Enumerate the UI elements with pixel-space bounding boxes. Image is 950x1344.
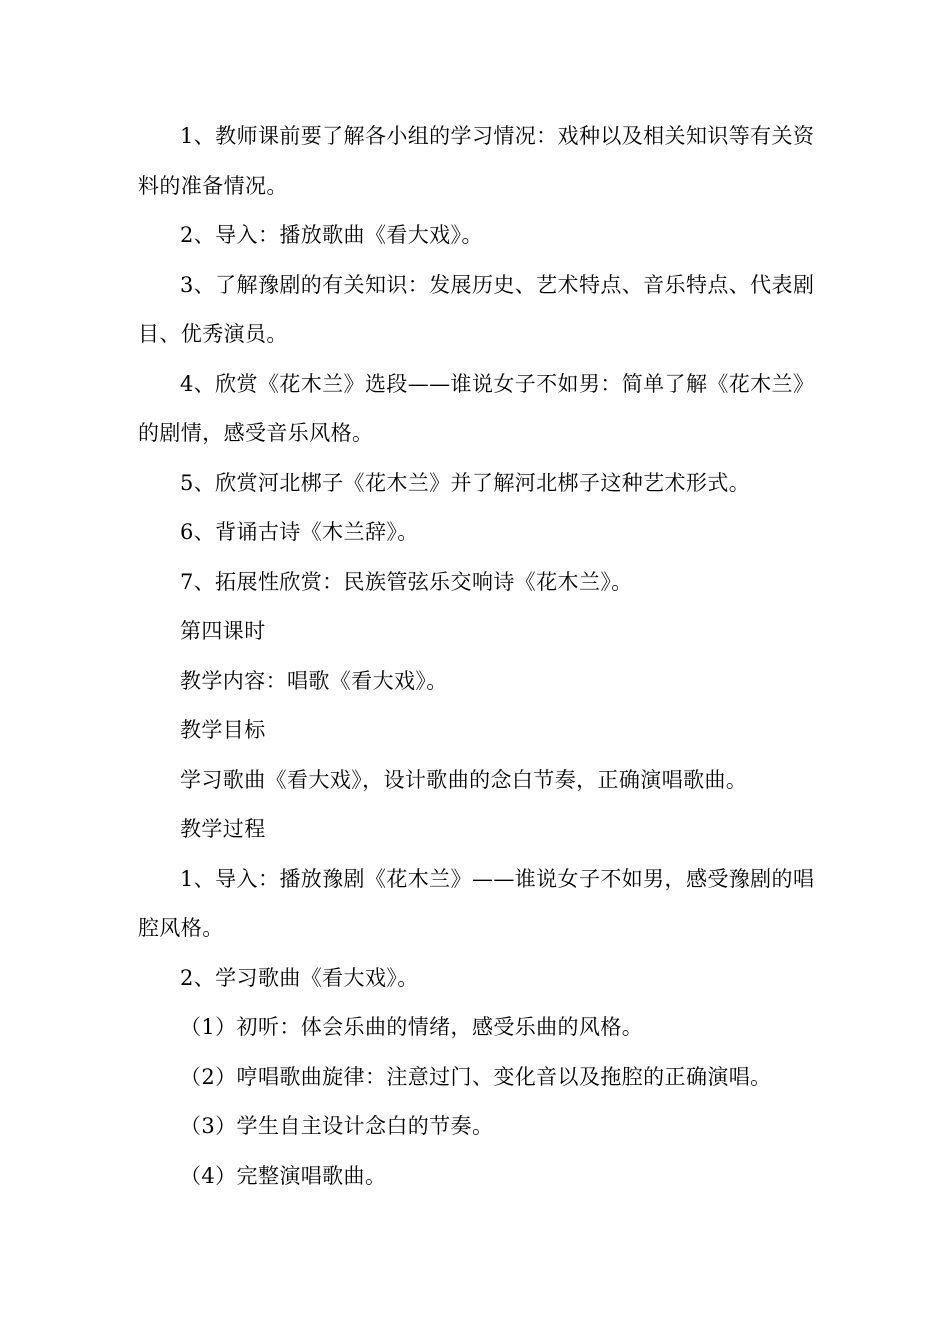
teaching-content: 教学内容：唱歌《看大戏》。	[180, 668, 448, 693]
paragraph-1: 1、教师课前要了解各小组的学习情况：戏种以及相关知识等有关资料的准备情况。	[138, 124, 815, 198]
teaching-goals-heading: 教学目标	[180, 718, 266, 742]
document-body	[138, 112, 818, 1201]
sub-step-1: （1）初听：体会乐曲的情绪，感受乐曲的风格。	[180, 1015, 644, 1039]
teaching-process-heading: 教学过程	[180, 817, 266, 841]
sub-step-2: （2）哼唱歌曲旋律：注意过门、变化音以及拖腔的正确演唱。	[180, 1064, 772, 1089]
paragraph-3: 3、了解豫剧的有关知识：发展历史、艺术特点、音乐特点、代表剧目、优秀演员。	[138, 272, 815, 346]
sub-step-4: （4）完整演唱歌曲。	[180, 1163, 387, 1188]
paragraph-7: 7、拓展性欣赏：民族管弦乐交响诗《花木兰》。	[180, 569, 633, 594]
teaching-goals-text: 学习歌曲《看大戏》，设计歌曲的念白节奏，正确演唱歌曲。	[180, 767, 748, 792]
paragraph-6: 6、背诵古诗《木兰辞》。	[180, 520, 419, 544]
paragraph-4: 4、欣赏《花木兰》选段——谁说女子不如男：简单了解《花木兰》的剧情，感受音乐风格。	[138, 371, 815, 445]
section-heading-lesson-4: 第四课时	[180, 619, 266, 643]
sub-step-3: （3）学生自主设计念白的节奏。	[180, 1114, 494, 1138]
process-step-2: 2、学习歌曲《看大戏》。	[180, 965, 419, 990]
paragraph-2: 2、导入：播放歌曲《看大戏》。	[180, 223, 483, 247]
process-step-1: 1、导入：播放豫剧《花木兰》——谁说女子不如男，感受豫剧的唱腔风格。	[138, 866, 815, 940]
paragraph-5: 5、欣赏河北梆子《花木兰》并了解河北梆子这种艺术形式。	[180, 470, 751, 495]
